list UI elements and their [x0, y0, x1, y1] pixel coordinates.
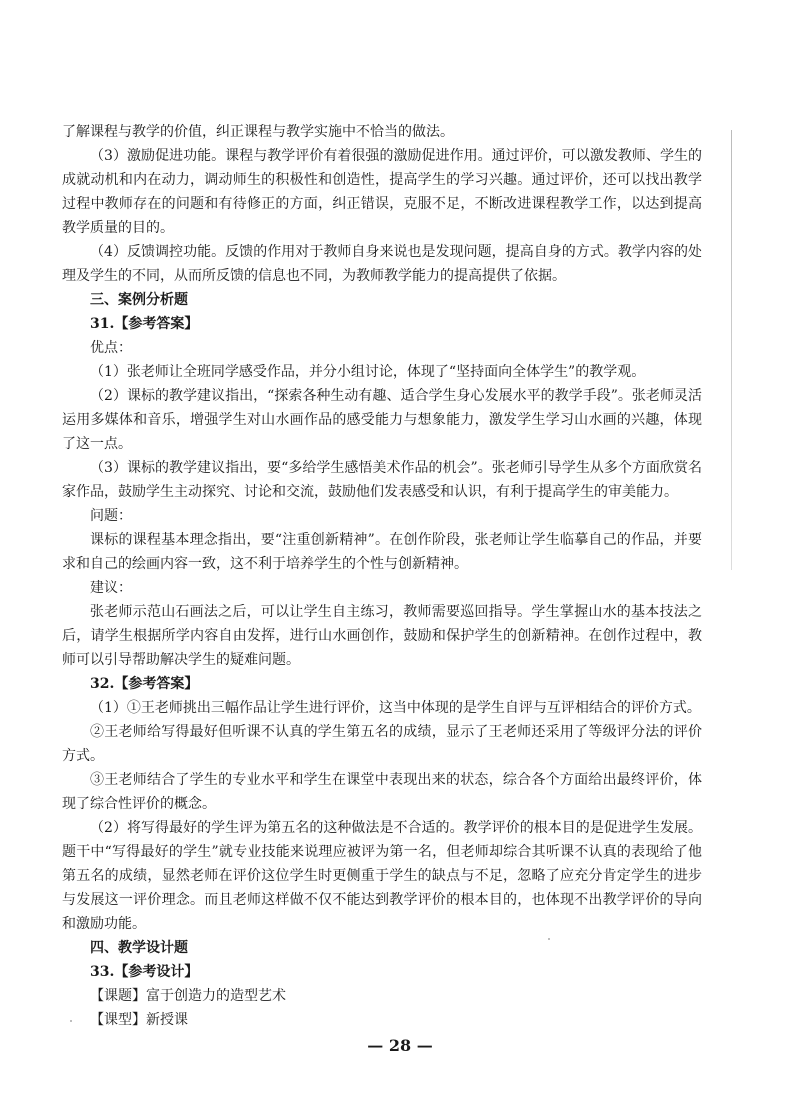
- paragraph: 课标的课程基本理念指出，要“注重创新精神”。在创作阶段，张老师让学生临摹自己的作品，并要求和自己的绘画内容一致，这不利于培养学生的个性与创新精神。: [62, 532, 702, 572]
- page-number: — 28 —: [367, 1036, 433, 1055]
- paragraph: （2）课标的教学建议指出，“探索各种生动有趣、适合学生身心发展水平的教学手段”。张老师灵活运用多媒体和音乐，增强学生对山水画作品的感受能力与想象能力，激发学生学习山水画的兴趣，体现了这一点。: [62, 388, 702, 452]
- paragraph: 优点：: [90, 340, 132, 356]
- paragraph: 建议：: [90, 580, 132, 596]
- paragraph: （4）反馈调控功能。反馈的作用对于教师自身来说也是发现问题，提高自身的方式。教学内容的处理及学生的不同，从而所反馈的信息也不同，为教师教学能力的提高提供了依据。: [62, 244, 702, 284]
- section-heading: 31.【参考答案】: [90, 316, 199, 332]
- section-heading: 32.【参考答案】: [90, 676, 199, 692]
- body-text: [62, 120, 702, 1032]
- section-heading: 33.【参考设计】: [90, 964, 199, 980]
- paragraph: （3）激励促进功能。课程与教学评价有着很强的激励促进作用。通过评价，可以激发教师、学生的成就动机和内在动力，调动师生的积极性和创造性，提高学生的学习兴趣。通过评价，还可以找出教学过程中教师存在的问题和有待修正的方面，纠正错误，克服不足，不断改进课程教学工作，以达到提高教学质量的目的。: [62, 148, 702, 236]
- paragraph: 【课题】富于创造力的造型艺术: [90, 988, 286, 1004]
- paragraph: 【课型】新授课: [90, 1012, 188, 1028]
- section-heading: 三、案例分析题: [90, 292, 188, 308]
- paragraph: （1）张老师让全班同学感受作品，并分小组讨论，体现了“坚持面向全体学生”的教学观。: [90, 364, 646, 380]
- paragraph: 张老师示范山石画法之后，可以让学生自主练习，教师需要巡回指导。学生掌握山水的基本技法之后，请学生根据所学内容自由发挥，进行山水画创作，鼓励和保护学生的创新精神。在创作过程中，教师可以引导帮助解决学生的疑难问题。: [62, 604, 702, 668]
- paragraph: （2）将写得最好的学生评为第五名的这种做法是不合适的。教学评价的根本目的是促进学生发展。题干中“写得最好的学生”就专业技能来说理应被评为第一名，但老师却综合其听课不认真的表现给了他第五名的成绩，显然老师在评价这位学生时更侧重于学生的缺点与不足，忽略了应充分肯定学生的进步与发展这一评价理念。而且老师这样做不仅不能达到教学评价的根本目的，也体现不出教学评价的导向和激励功能。: [62, 820, 702, 932]
- paragraph: 问题：: [90, 508, 132, 524]
- scan-margin-line: [731, 130, 732, 570]
- paragraph: 了解课程与教学的价值，纠正课程与教学实施中不恰当的做法。: [62, 124, 454, 140]
- paragraph: ②王老师给写得最好但听课不认真的学生第五名的成绩，显示了王老师还采用了等级评分法的评价方式。: [62, 724, 702, 764]
- paragraph: ③王老师结合了学生的专业水平和学生在课堂中表现出来的状态，综合各个方面给出最终评价，体现了综合性评价的概念。: [62, 772, 702, 812]
- section-heading: 四、教学设计题: [90, 940, 188, 956]
- paragraph: （3）课标的教学建议指出，要“多给学生感悟美术作品的机会”。张老师引导学生从多个方面欣赏名家作品，鼓励学生主动探究、讨论和交流，鼓励他们发表感受和认识，有利于提高学生的审美能力。: [62, 460, 702, 500]
- paragraph: （1）①王老师挑出三幅作品让学生进行评价，这当中体现的是学生自评与互评相结合的评价方式。: [90, 700, 701, 716]
